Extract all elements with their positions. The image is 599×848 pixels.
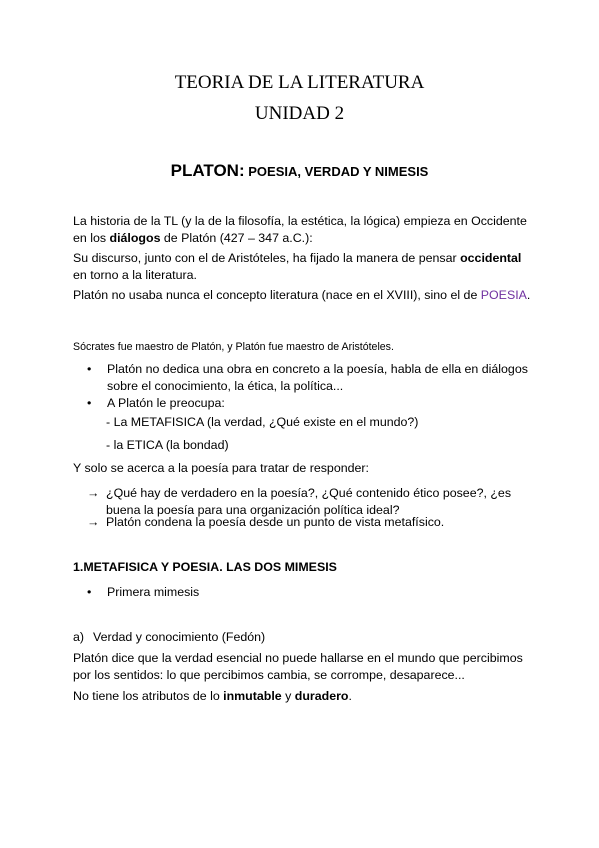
bullet-icon: • <box>87 396 92 410</box>
bullet-text: Primera mimesis <box>107 585 200 599</box>
arrow-right-icon: → <box>87 515 100 529</box>
text: No tiene los atributos de lo <box>73 689 224 703</box>
bold-text: occidental <box>460 251 522 265</box>
bold-text: diálogos <box>109 231 161 245</box>
text: . <box>526 288 531 302</box>
bullet-text: Platón no dedica una obra en concreto a la poesía, habla de ella en diálogos sobre el conocimiento, la ética, la política... <box>107 362 528 393</box>
arrow-text: Platón condena la poesía desde un punto de vista metafísico. <box>106 515 445 529</box>
heading-sub: POESIA, VERDAD Y NIMESIS <box>244 164 429 179</box>
bold-text: inmutable <box>223 689 282 703</box>
section-1-paragraph-2 <box>73 688 533 705</box>
text: de Platón (427 – 347 a.C.): <box>160 231 313 245</box>
transition-paragraph: Y solo se acerca a la poesía para tratar de responder: <box>73 461 369 475</box>
text: y <box>281 689 295 703</box>
arrow-text: ¿Qué hay de verdadero en la poesía?, ¿Qué contenido ético posee?, ¿es buena la poesía para una organización política ideal? <box>106 486 512 517</box>
document-title: TEORIA DE LA LITERATURA <box>174 72 425 93</box>
text: Platón no usaba nunca el concepto literatura (nace en el XVIII), sino el de <box>73 288 481 302</box>
heading-main: PLATON: <box>170 161 245 180</box>
bold-text: duradero <box>294 689 349 703</box>
section-1-title: 1.METAFISICA Y POESIA. LAS DOS MIMESIS <box>73 560 337 574</box>
intro-paragraph-3 <box>73 287 543 304</box>
bullet-icon: • <box>87 362 92 376</box>
text: Su discurso, junto con el de Aristóteles, ha fijado la manera de pensar <box>73 251 461 265</box>
document-unit: UNIDAD 2 <box>254 103 345 124</box>
intro-paragraph-2 <box>73 250 533 284</box>
text: en torno a la literatura. <box>73 268 197 282</box>
intro-paragraph-1 <box>73 213 533 247</box>
note-paragraph: Sócrates fue maestro de Platón, y Platón fue maestro de Aristóteles. <box>73 341 394 353</box>
arrow-right-icon: → <box>87 486 100 500</box>
highlight-text: POESIA <box>480 288 527 302</box>
text: La historia de la TL (y la de la filosofía, la estética, la lógica) empieza en Occidente en los <box>73 214 527 245</box>
section-1-paragraph-1: Platón dice que la verdad esencial no puede hallarse en el mundo que percibimos por los sentidos: lo que percibimos cambia, se corrompe, desaparece... <box>73 651 523 682</box>
section-heading <box>0 161 599 181</box>
item-label: a) <box>73 630 85 644</box>
sub-item: - la ETICA (la bondad) <box>106 438 229 452</box>
bullet-text: A Platón le preocupa: <box>107 396 225 410</box>
text: . <box>348 689 352 703</box>
bullet-icon: • <box>87 585 92 599</box>
item-text: Verdad y conocimiento (Fedón) <box>93 630 266 644</box>
sub-item: - La METAFISICA (la verdad, ¿Qué existe en el mundo?) <box>106 415 419 429</box>
